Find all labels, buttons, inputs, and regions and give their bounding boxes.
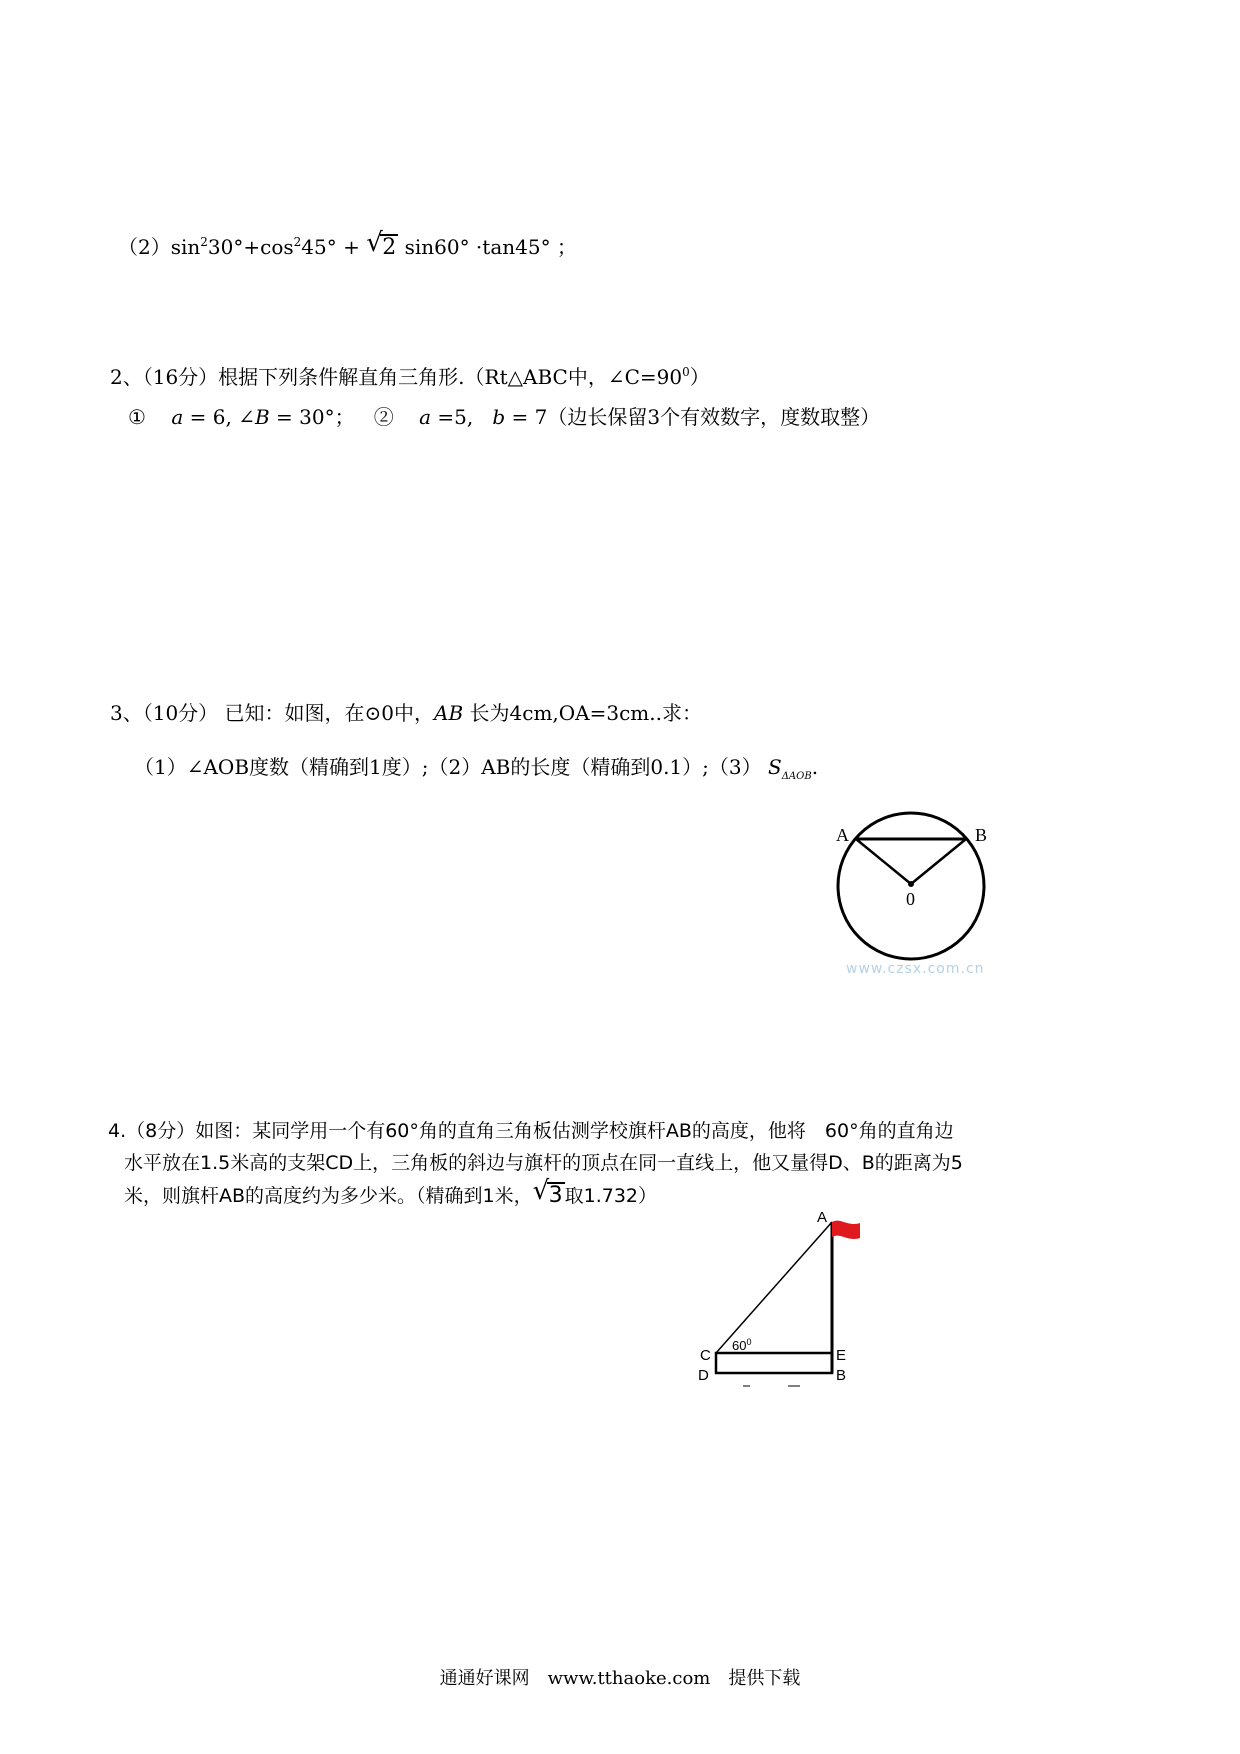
sqrt-2-radicand: 2 xyxy=(382,235,397,260)
q4-line3-a: 米，则旗杆AB的高度约为多少米。（精确到1米， xyxy=(124,1185,533,1207)
center-point xyxy=(908,881,914,887)
q2-cond1-eq: = 6, ∠ xyxy=(183,405,255,429)
circle-figure xyxy=(820,810,1020,980)
q1-part2-term2: 30°+cos xyxy=(207,235,294,259)
radius-ob xyxy=(911,839,966,884)
q1-part2-sin: sin xyxy=(170,235,201,259)
flagpole-figure xyxy=(688,1205,888,1390)
q2-cond1-marker: ① xyxy=(128,405,146,429)
label-c: C xyxy=(700,1347,711,1364)
label-d: D xyxy=(698,1367,709,1384)
q3-title-ab: AB xyxy=(434,701,464,725)
q3-title-b: 长为4cm,OA=3cm..求： xyxy=(463,701,702,725)
angle-sup: 0 xyxy=(746,1337,752,1347)
angle-label xyxy=(732,1337,751,1353)
flag-icon xyxy=(832,1221,860,1239)
q3-s-letter: S xyxy=(767,755,782,779)
label-a: A xyxy=(836,825,849,845)
q4-line3-b: 取1.732） xyxy=(564,1185,658,1207)
q2-cond2-val: = 7（边长保留3个有效数字，度数取整） xyxy=(505,405,881,429)
q4-line1: 4.（8分）如图：某同学用一个有60°角的直角三角板估测学校旗杆AB的高度，他将 60°角的直角边 xyxy=(108,1120,954,1142)
q2-cond2-a: a xyxy=(419,405,432,429)
q2-cond1-b: B xyxy=(254,405,270,429)
q2-cond2-b: b xyxy=(492,405,506,429)
q2-cond2-marker: ② xyxy=(373,405,394,429)
sqrt-2 xyxy=(366,228,398,260)
radius-oa xyxy=(856,839,911,884)
q3-title-a: 3、（10分） 已知：如图，在⊙0中， xyxy=(110,701,435,725)
q2-title xyxy=(110,364,710,390)
q3-s-end: . xyxy=(811,755,819,779)
q2-conditions xyxy=(128,404,880,430)
q4-line2: 水平放在1.5米高的支架CD上，三角板的斜边与旗杆的顶点在同一直线上，他又量得D、B的距离为5 xyxy=(124,1152,963,1174)
q4-line3 xyxy=(124,1176,658,1209)
q1-part2-term4: sin60° ·tan45° ； xyxy=(404,235,577,259)
q2-title-end: ） xyxy=(689,365,710,389)
q3-title xyxy=(110,700,702,726)
q2-cond1-a: a xyxy=(171,405,184,429)
label-b: B xyxy=(836,1367,847,1384)
q3-s-sub: ΔAOB xyxy=(781,771,812,782)
hypotenuse-ca xyxy=(716,1222,832,1353)
q2-cond2-eq: =5, xyxy=(431,405,474,429)
page-footer: 通通好课网 www.tthaoke.com 提供下载 xyxy=(439,1668,801,1689)
radical-sign-icon: √ xyxy=(366,228,383,258)
angle-value: 60 xyxy=(732,1338,747,1353)
sqrt-3-radicand: 3 xyxy=(548,1183,563,1208)
q3-sub-text: （1）∠AOB度数（精确到1度）;（2）AB的长度（精确到0.1）;（3） xyxy=(134,755,762,779)
q2-title-text: 2、（16分）根据下列条件解直角三角形.（Rt△ABC中，∠C=90 xyxy=(110,365,683,389)
q1-part2-exp1: 2 xyxy=(200,235,208,249)
label-b: B xyxy=(975,825,988,845)
watermark-text: www.czsx.com.cn xyxy=(846,961,985,977)
q1-part2-term3: 45° + xyxy=(301,235,360,259)
label-e: E xyxy=(836,1347,847,1364)
q1-part2-label: （2） xyxy=(118,235,171,259)
q2-title-sup: 0 xyxy=(682,365,690,379)
q3-subquestions xyxy=(134,754,818,780)
label-o: 0 xyxy=(906,889,915,909)
sqrt-3 xyxy=(532,1176,565,1209)
stand-cd xyxy=(716,1353,832,1373)
q1-part2-exp2: 2 xyxy=(293,235,302,249)
label-a: A xyxy=(817,1209,828,1226)
q2-cond1-val: = 30°； xyxy=(269,405,355,429)
q1-part2 xyxy=(118,228,577,260)
radical-sign-icon: √ xyxy=(532,1176,550,1206)
